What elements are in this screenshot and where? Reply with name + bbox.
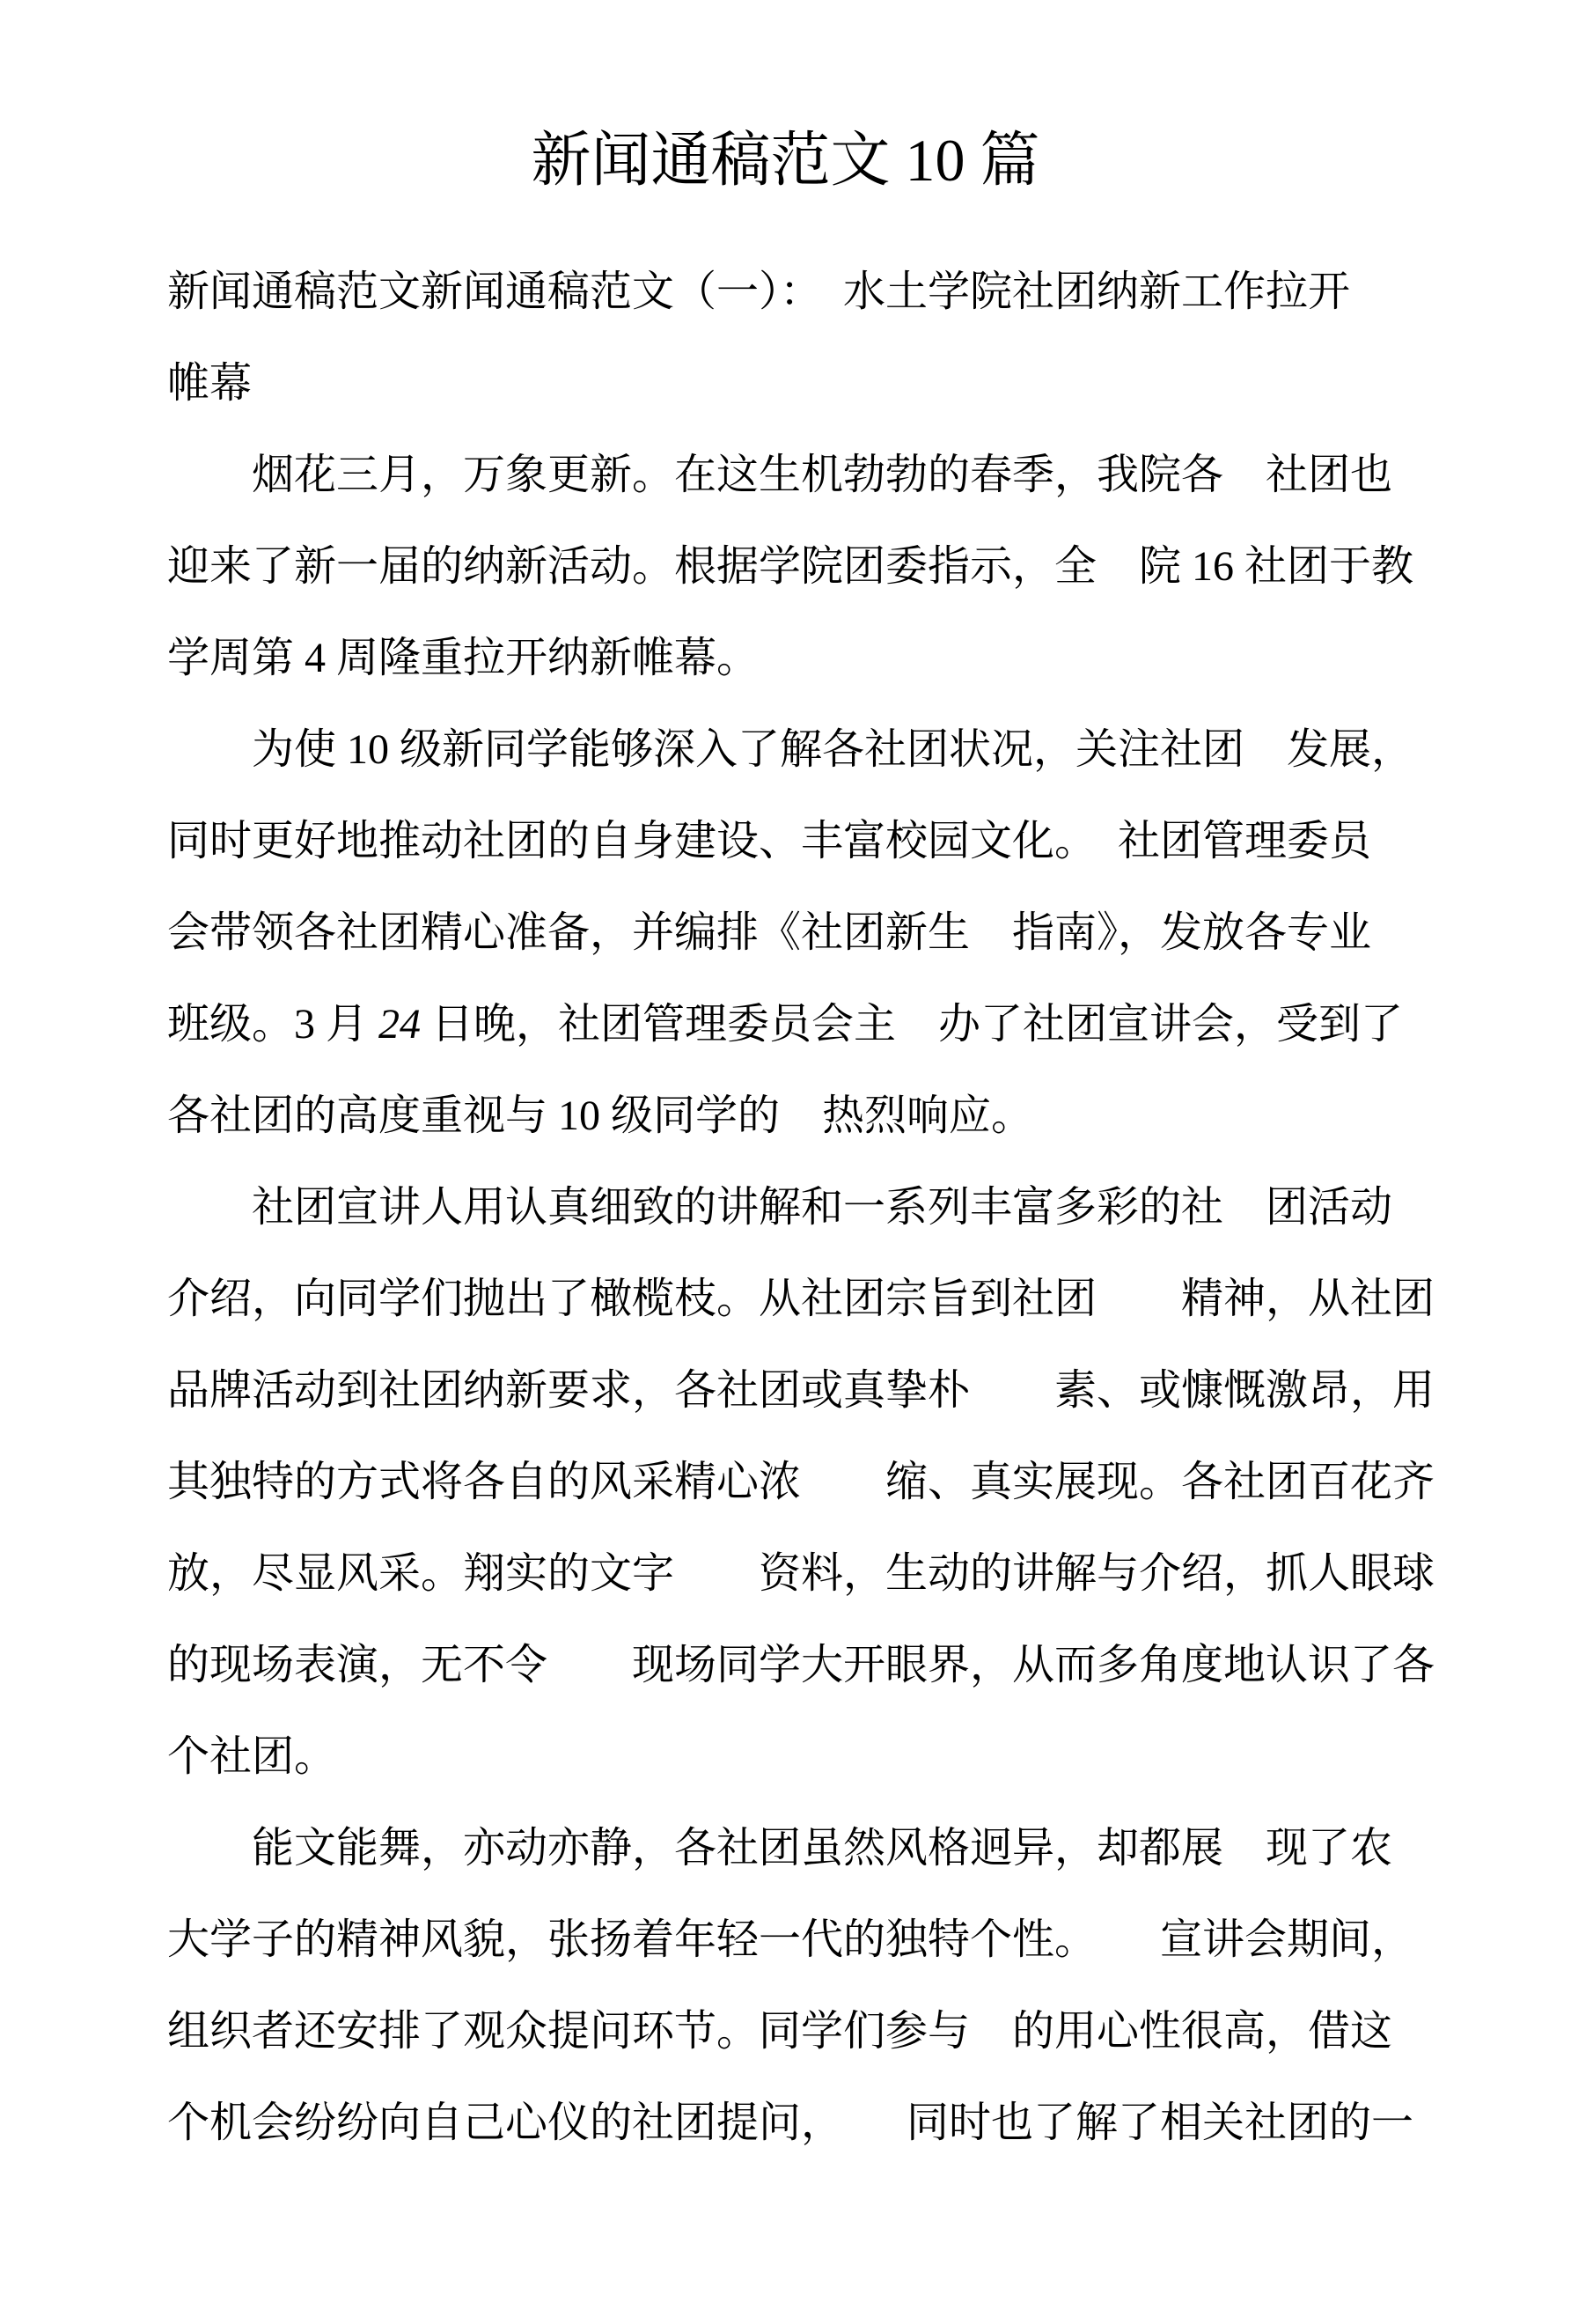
text-run: 为使 10 级新同学能够深入了解各社团状况，关注社团 发展， xyxy=(252,726,1414,773)
text-line xyxy=(167,1254,1474,1345)
text-line xyxy=(167,2078,1474,2169)
text-run: 放，尽显风采。翔实的文字 资料，生动的讲解与介绍，抓人眼球 xyxy=(167,1550,1435,1597)
text-line xyxy=(167,430,1474,521)
document-title: 新闻通稿范文 10 篇 xyxy=(531,127,1040,194)
text-run: 班级。3 月 xyxy=(167,1001,379,1048)
text-run: 帷幕 xyxy=(167,360,253,407)
text-line xyxy=(167,246,1474,338)
text-line xyxy=(167,1528,1474,1620)
text-run: 同时更好地推动社团的自身建设、丰富校园文化。 社团管理委员 xyxy=(167,818,1372,864)
text-line xyxy=(167,1986,1474,2078)
text-line xyxy=(167,1437,1474,1528)
text-line xyxy=(167,1162,1474,1254)
text-line xyxy=(167,1620,1474,1711)
text-run: 各社团的高度重视与 10 级同学的 热烈响应。 xyxy=(167,1092,1034,1139)
text-run: 大学子的精神风貌，张扬着年轻一代的独特个性。 宣讲会期间， xyxy=(167,1916,1414,1963)
text-line xyxy=(167,887,1474,979)
text-run: 能文能舞，亦动亦静，各社团虽然风格迥异，却都展 现了农 xyxy=(252,1825,1393,1872)
document-body xyxy=(0,246,1571,2169)
text-run: 组织者还安排了观众提问环节。同学们参与 的用心性很高，借这 xyxy=(167,2008,1393,2055)
text-run: 日晚，社团管理委员会主 办了社团宣讲会，受到了 xyxy=(421,1001,1404,1048)
text-line xyxy=(167,1803,1474,1894)
text-run: 会带领各社团精心准备，并编排《社团新生 指南》，发放各专业 xyxy=(167,909,1372,956)
text-line xyxy=(167,979,1474,1070)
text-run: 其独特的方式将各自的风采精心浓 缩、真实展现。各社团百花齐 xyxy=(167,1459,1435,1505)
italic-number-run: 24 xyxy=(378,1001,422,1048)
text-line xyxy=(167,521,1474,613)
text-run: 学周第 4 周隆重拉开纳新帷幕。 xyxy=(167,635,760,681)
text-line xyxy=(167,796,1474,887)
text-line xyxy=(167,1711,1474,1803)
text-line xyxy=(167,704,1474,796)
text-run: 烟花三月，万象更新。在这生机勃勃的春季，我院各 社团也 xyxy=(252,452,1393,498)
text-line xyxy=(167,1070,1474,1162)
text-run: 品牌活动到社团纳新要求，各社团或真挚朴 素、或慷慨激昂，用 xyxy=(167,1367,1435,1414)
text-line xyxy=(167,1345,1474,1437)
text-run: 的现场表演，无不令 现场同学大开眼界，从而多角度地认识了各 xyxy=(167,1642,1435,1688)
text-run: 社团宣讲人用认真细致的讲解和一系列丰富多彩的社 团活动 xyxy=(252,1184,1393,1231)
text-line xyxy=(167,338,1474,430)
text-run: 迎来了新一届的纳新活动。根据学院团委指示，全 院 16 社团于教 xyxy=(167,543,1414,590)
text-line xyxy=(167,613,1474,704)
text-line xyxy=(167,1894,1474,1986)
text-run: 新闻通稿范文新闻通稿范文（一）： 水土学院社团纳新工作拉开 xyxy=(167,268,1351,315)
text-run: 个社团。 xyxy=(167,1733,337,1780)
text-run: 介绍，向同学们抛出了橄榄枝。从社团宗旨到社团 精神，从社团 xyxy=(167,1276,1435,1322)
text-run: 个机会纷纷向自己心仪的社团提问， 同时也了解了相关社团的一 xyxy=(167,2100,1414,2146)
